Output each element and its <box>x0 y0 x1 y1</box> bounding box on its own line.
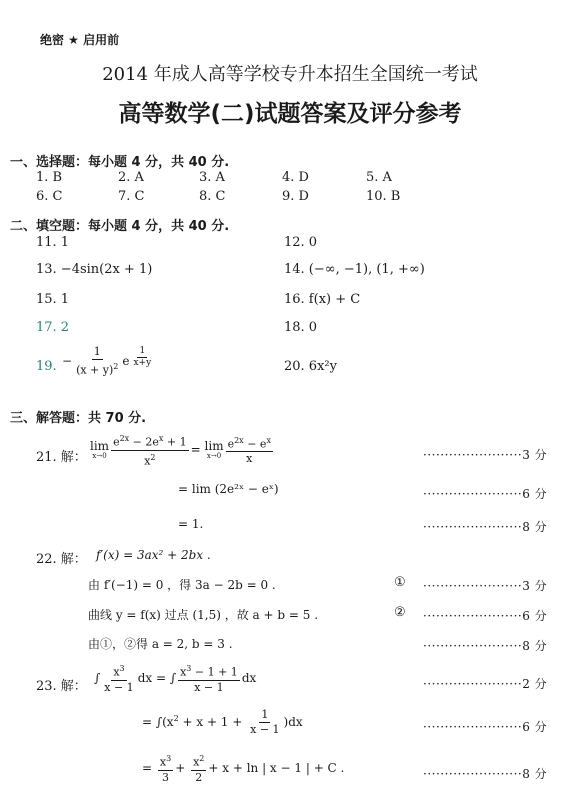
q21-score-1: ·······················3 分 <box>423 448 548 462</box>
fill-answer-12: 12. 0 <box>284 235 318 250</box>
q23-line3-formula: = $\frac{x^3}{3}$ + $\frac{x^2}{2}$ + x + ln | x − 1 | + C . <box>142 754 345 784</box>
fill-answer-11: 11. 1 <box>36 235 70 250</box>
section3-heading: 三、解答题：共 70 分. <box>10 411 147 426</box>
q23-line1-formula: ∫ $\frac{x^3}{x - 1}$ dx = ∫ $\frac{x^3 - 1 + 1}{x - 1}$ dx <box>94 664 257 694</box>
choice-answer-4: 4. D <box>282 170 309 185</box>
q21-line2: = lim (2e²ˣ − eˣ) <box>178 482 279 496</box>
choice-answer-2: 2. A <box>118 170 144 185</box>
q22-line4: 由①，②得 a = 2, b = 3 . <box>88 637 233 651</box>
section1-heading: 一、选择题：每小题 4 分，共 40 分. <box>10 155 230 170</box>
confidential-label: 绝密 ★ 启用前 <box>40 33 120 47</box>
q23-line3-tail: + x + ln | x − 1 | + C . <box>208 760 345 775</box>
q21-score-3: ·······················8 分 <box>423 520 548 534</box>
fill-answer-16: 16. f(x) + C <box>284 292 361 307</box>
choice-answer-1: 1. B <box>36 170 63 185</box>
q22-line2: 由 f′(−1) = 0 ，得 3a − 2b = 0 . <box>88 578 276 592</box>
exam-title: 2014 年成人高等学校专升本招生全国统一考试 <box>102 64 478 85</box>
q23-score-2: ·······················6 分 <box>423 720 548 734</box>
answer-key-title: 高等数学(二)试题答案及评分参考 <box>118 101 462 127</box>
fill-answer-14: 14. (−∞, −1), (1, +∞) <box>284 262 425 277</box>
choice-answer-3: 3. A <box>199 170 225 185</box>
fill-answer-15: 15. 1 <box>36 292 70 307</box>
choice-answer-7: 7. C <box>118 189 145 204</box>
q23-label: 23. 解： <box>36 679 87 694</box>
q21-label: 21. 解： <box>36 450 87 465</box>
q21-score-2: ·······················6 分 <box>423 487 548 501</box>
q23-line2-formula: = $\int(x^2 + x + 1$ + $\frac{1}{x - 1}$ )dx <box>142 708 303 736</box>
q21-line1-formula: lim x→0 $\frac{e^{2x} - 2e^x + 1}{x^2}$ = lim x→0 $\frac{e^{2x} - e^x}{x}$ <box>90 434 271 468</box>
q22-marker-1: ① <box>394 575 406 590</box>
q22-line1: f′(x) = 3ax² + 2bx . <box>96 548 211 562</box>
fill-answer-17: 17. 2 <box>36 320 70 335</box>
q22-line3: 曲线 y = f(x) 过点 (1,5) ，故 a + b = 5 . <box>88 608 319 622</box>
q22-score-2: ·······················6 分 <box>423 609 548 623</box>
q22-marker-2: ② <box>394 605 406 620</box>
choice-answer-6: 6. C <box>36 189 63 204</box>
section2-heading: 二、填空题：每小题 4 分，共 40 分. <box>10 219 230 234</box>
q23-score-3: ·······················8 分 <box>423 767 548 781</box>
q23-score-1: ·······················2 分 <box>423 677 548 691</box>
choice-answer-9: 9. D <box>282 189 309 204</box>
choice-answer-5: 5. A <box>366 170 392 185</box>
q22-label: 22. 解： <box>36 552 87 567</box>
fill-answer-18: 18. 0 <box>284 320 318 335</box>
fill-answer-13: 13. −4sin(2x + 1) <box>36 262 153 277</box>
choice-answer-8: 8. C <box>199 189 226 204</box>
fill-answer-19-formula: − $\frac{1}{(x + y)^2}$ e $^{\frac{1}{x+y}}$ <box>62 345 152 377</box>
choice-answer-10: 10. B <box>366 189 401 204</box>
q21-line3: = 1. <box>178 517 204 531</box>
fill-answer-19-label: 19. <box>36 359 57 374</box>
q22-score-1: ·······················3 分 <box>423 579 548 593</box>
fill-answer-20: 20. 6x²y <box>284 359 337 374</box>
q22-score-3: ·······················8 分 <box>423 639 548 653</box>
